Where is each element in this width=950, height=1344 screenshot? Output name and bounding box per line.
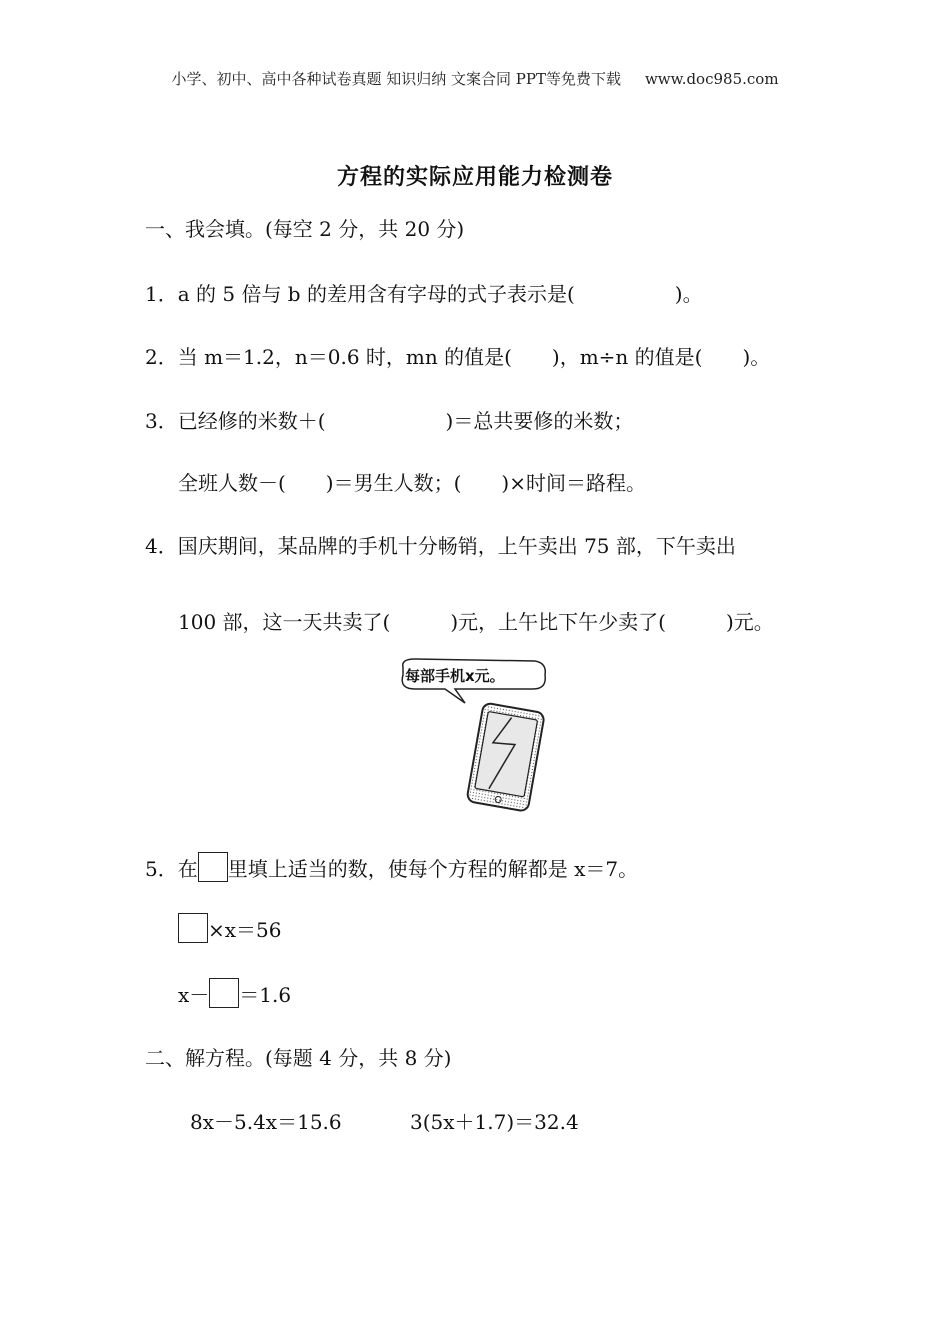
page-header — [0, 68, 950, 89]
equation-2-prefix: x－ — [178, 983, 210, 1007]
phone-illustration — [395, 655, 565, 815]
question-5-prefix: 5．在 — [145, 857, 198, 881]
question-3-line-2: 全班人数－( )＝男生人数；( )×时间＝路程。 — [178, 471, 646, 495]
answer-box[interactable] — [198, 852, 228, 882]
question-1: 1．a 的 5 倍与 b 的差用含有字母的式子表示是( )。 — [145, 282, 703, 306]
question-5-suffix: 里填上适当的数，使每个方程的解都是 x＝7。 — [227, 857, 639, 881]
equation-2-suffix: ＝1.6 — [239, 983, 292, 1007]
section2-heading: 二、解方程。(每题 4 分，共 8 分) — [145, 1046, 452, 1070]
equation-1-suffix: ×x＝56 — [208, 918, 282, 942]
question-5 — [145, 852, 638, 882]
header-text: 小学、初中、高中各种试卷真题 知识归纳 文案合同 PPT等免费下载 — [171, 70, 621, 88]
equation-1 — [178, 913, 282, 943]
equation-b: 3(5x＋1.7)＝32.4 — [410, 1110, 579, 1134]
question-4-line-1: 4．国庆期间，某品牌的手机十分畅销，上午卖出 75 部，下午卖出 — [145, 534, 736, 558]
equation-a: 8x－5.4x＝15.6 — [190, 1110, 342, 1134]
answer-box-eq2[interactable] — [209, 978, 239, 1008]
phone-icon — [466, 703, 544, 812]
answer-box-eq1[interactable] — [178, 913, 208, 943]
section1-heading: 一、我会填。(每空 2 分，共 20 分) — [145, 217, 465, 241]
equation-2 — [178, 978, 291, 1008]
bubble-text: 每部手机x元。 — [405, 667, 505, 685]
question-2: 2．当 m＝1.2，n＝0.6 时，mn 的值是( )，m÷n 的值是( )。 — [145, 345, 771, 369]
header-url[interactable]: www.doc985.com — [644, 70, 779, 88]
question-3-line-1: 3．已经修的米数＋( )＝总共要修的米数； — [145, 409, 634, 433]
question-4-line-2: 100 部，这一天共卖了( )元，上午比下午少卖了( )元。 — [178, 610, 774, 634]
page-title: 方程的实际应用能力检测卷 — [336, 165, 613, 190]
